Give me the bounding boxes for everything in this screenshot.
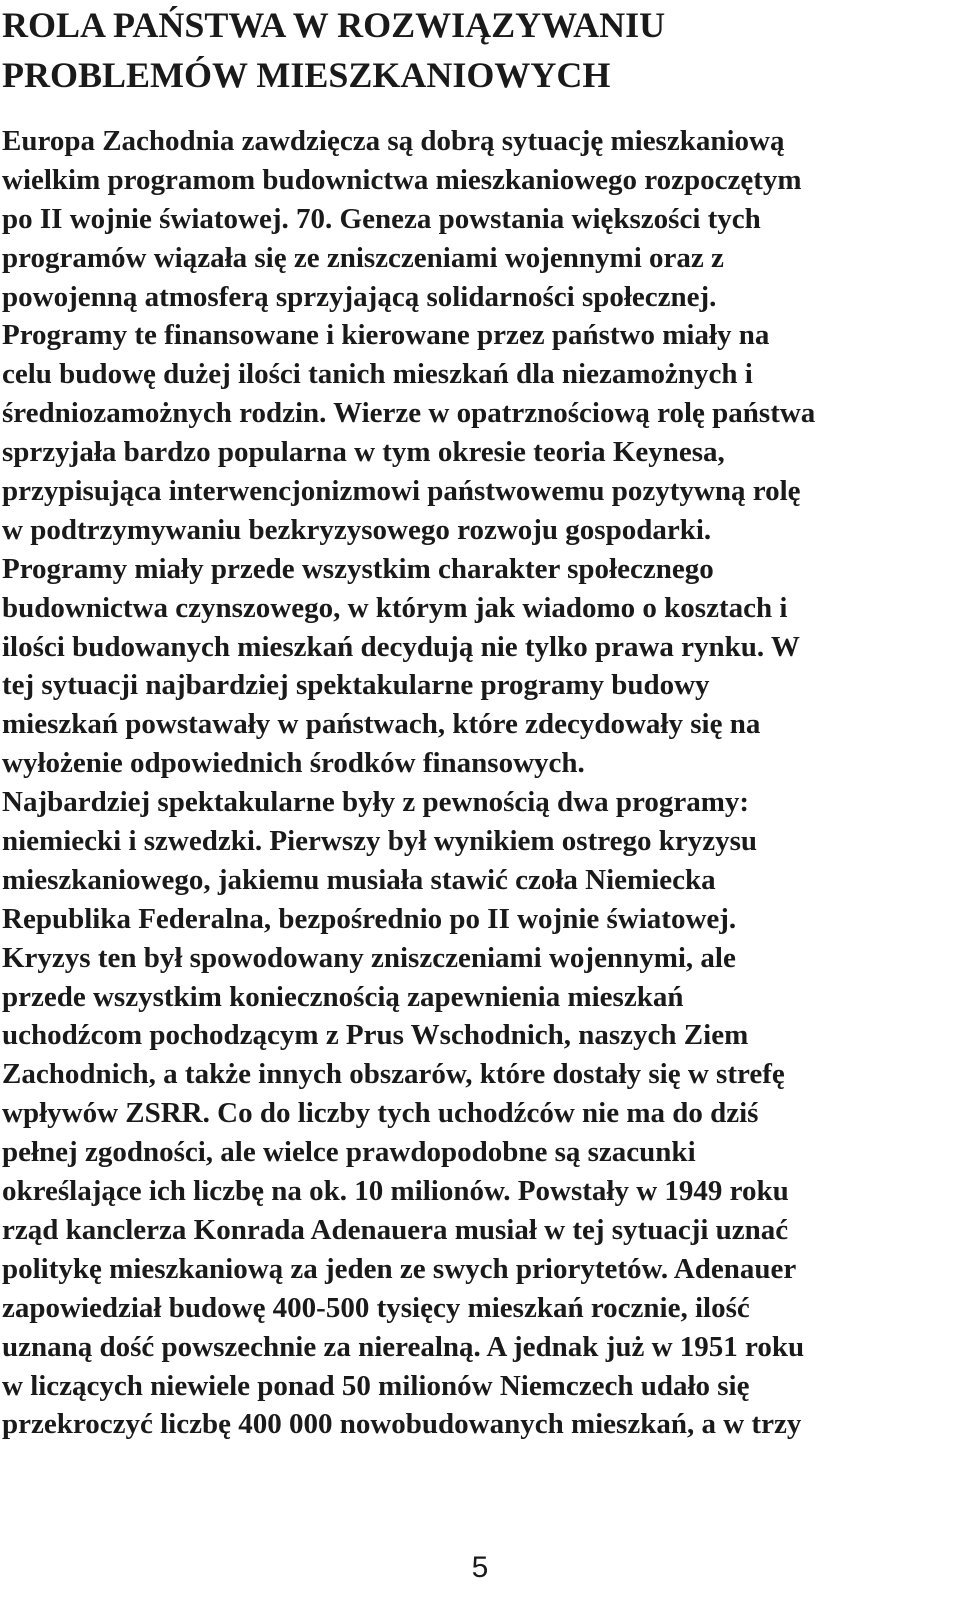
text-line: niemiecki i szwedzki. Pierwszy był wynikiem ostrego kryzysu <box>2 825 758 858</box>
body-paragraph <box>2 122 958 1444</box>
page-number: 5 <box>471 1551 489 1584</box>
text-line: budownictwa czynszowego, w którym jak wiadomo o kosztach i <box>2 591 788 624</box>
text-line: mieszkaniowego, jakiemu musiała stawić czoła Niemiecka <box>2 863 716 896</box>
text-line: sprzyjała bardzo popularna w tym okresie teoria Keynesa, <box>2 436 725 469</box>
text-line: tej sytuacji najbardziej spektakularne programy budowy <box>2 669 710 702</box>
text-line: przekroczyć liczbę 400 000 nowobudowanych mieszkań, a w trzy <box>2 1408 802 1441</box>
text-line: Republika Federalna, bezpośrednio po II wojnie światowej. <box>2 902 737 935</box>
text-line: uchodźcom pochodzącym z Prus Wschodnich, naszych Ziem <box>2 1019 749 1052</box>
text-line: w podtrzymywaniu bezkryzysowego rozwoju gospodarki. <box>2 513 712 546</box>
page-title <box>2 0 952 100</box>
text-line: Zachodnich, a także innych obszarów, które dostały się w strefę <box>2 1058 785 1091</box>
text-line: zapowiedział budowę 400-500 tysięcy mieszkań rocznie, ilość <box>2 1291 750 1324</box>
text-line: w liczących niewiele ponad 50 milionów Niemczech udało się <box>2 1369 750 1402</box>
text-line: Programy miały przede wszystkim charakter społecznego <box>2 552 714 585</box>
text-line: wpływów ZSRR. Co do liczby tych uchodźców nie ma do dziś <box>2 1097 759 1130</box>
text-line: pełnej zgodności, ale wielce prawdopodobne są szacunki <box>2 1136 696 1169</box>
text-line: mieszkań powstawały w państwach, które zdecydowały się na <box>2 708 761 741</box>
text-line: celu budowę dużej ilości tanich mieszkań dla niezamożnych i <box>2 358 753 391</box>
text-line: Europa Zachodnia zawdzięcza są dobrą sytuację mieszkaniową <box>2 125 785 157</box>
text-line: Najbardziej spektakularne były z pewnością dwa programy: <box>2 786 750 819</box>
text-line: wyłożenie odpowiednich środków finansowych. <box>2 747 585 780</box>
text-line: uznaną dość powszechnie za nierealną. A jednak już w 1951 roku <box>2 1330 805 1363</box>
title-line: PROBLEMÓW MIESZKANIOWYCH <box>2 55 611 95</box>
text-line: po II wojnie światowej. 70. Geneza powstania większości tych <box>2 202 761 235</box>
text-line: Kryzys ten był spowodowany zniszczeniami wojennymi, ale <box>2 941 736 974</box>
text-line: Programy te finansowane i kierowane przez państwo miały na <box>2 319 770 352</box>
text-line: wielkim programom budownictwa mieszkaniowego rozpoczętym <box>2 163 802 196</box>
text-line: przypisująca interwencjonizmowi państwowemu pozytywną rolę <box>2 475 801 508</box>
text-line: programów wiązała się ze zniszczeniami wojennymi oraz z <box>2 241 724 274</box>
text-line: ilości budowanych mieszkań decydują nie tylko prawa rynku. W <box>2 630 800 663</box>
text-line: powojenną atmosferą sprzyjającą solidarności społecznej. <box>2 280 717 313</box>
text-line: przede wszystkim koniecznością zapewnienia mieszkań <box>2 980 684 1013</box>
text-line: politykę mieszkaniową za jeden ze swych priorytetów. Adenauer <box>2 1252 797 1285</box>
text-line: rząd kanclerza Konrada Adenauera musiał w tej sytuacji uznać <box>2 1213 789 1246</box>
title-line: ROLA PAŃSTWA W ROZWIĄZYWANIU <box>2 5 666 45</box>
text-line: określające ich liczbę na ok. 10 milionów. Powstały w 1949 roku <box>2 1175 789 1208</box>
text-line: średniozamożnych rodzin. Wierze w opatrznościową rolę państwa <box>2 397 816 430</box>
